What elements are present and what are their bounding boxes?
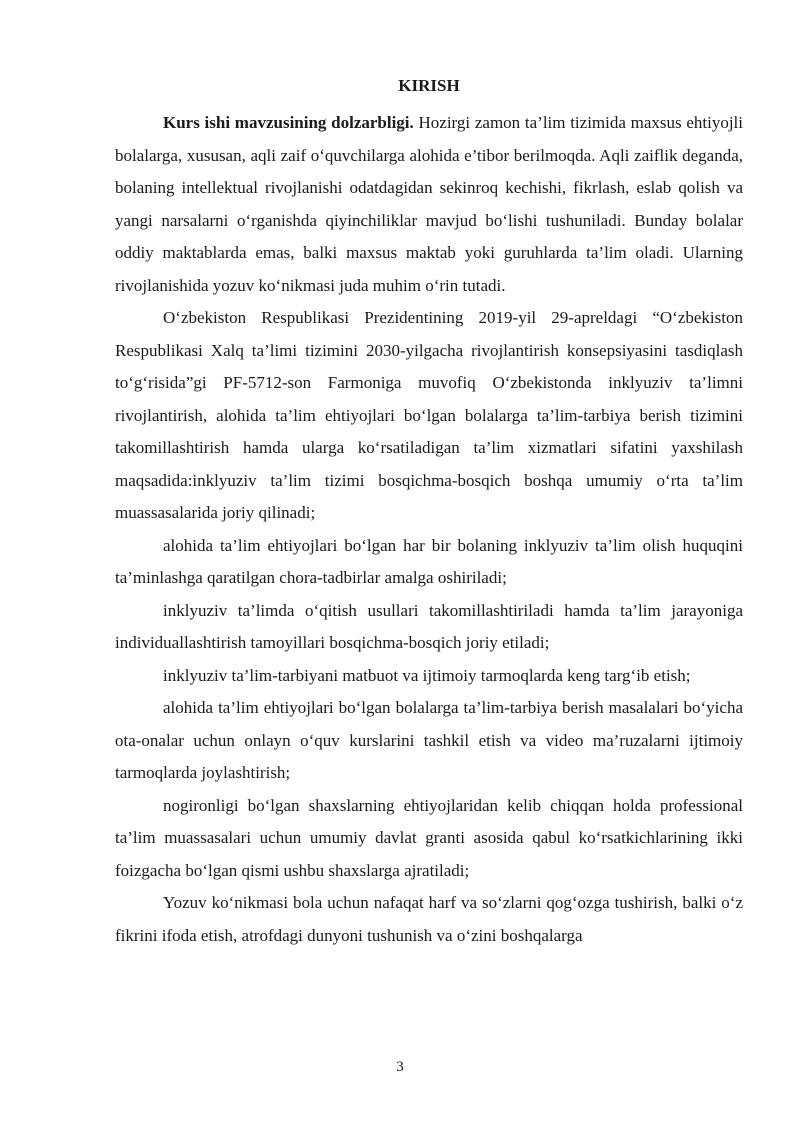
paragraph-item-media: inklyuziv ta’lim-tarbiyani matbuot va ijtimoiy tarmoqlarda keng targ‘ib etish; (163, 665, 691, 685)
section-title: KIRISH (398, 76, 460, 95)
paragraph-item-parents: alohida ta’lim ehtiyojlari bo‘lgan bolalarga ta’lim-tarbiya berish masalalari bo‘yicha ota-onalar uchun onlayn o‘quv kurslarini tashkil etish va video ma’ruzalarni ijtimoiy tarmoqlarda joylashtirish; (115, 698, 743, 782)
page-number: 3 (396, 1059, 404, 1075)
paragraph-item-methods: inklyuziv ta’limda o‘qitish usullari takomillashtiriladi hamda ta’lim jarayoniga individuallashtirish tamoyillari bosqichma-bosqich joriy etiladi; (115, 600, 743, 652)
paragraph-relevance (115, 107, 743, 302)
relevance-heading: Kurs ishi mavzusining dolzarbligi. (163, 113, 414, 132)
paragraph-writing-skill: Yozuv ko‘nikmasi bola uchun nafaqat harf va so‘zlarni qog‘ozga tushirish, balki o‘z fikrini ifoda etish, atrofdagi dunyoni tushunish va o‘zini boshqalarga (115, 893, 743, 945)
paragraph-decree: O‘zbekiston Respublikasi Prezidentining 2019-yil 29-apreldagi “O‘zbekiston Respublikasi Xalq ta’limi tizimini 2030-yilgacha rivojlantirish konsepsiyasini tasdiqlash to‘g‘risida”gi PF-5712-son Farmoniga muvofiq O‘zbekistonda inklyuziv ta’limni rivojlantirish, alohida ta’lim ehtiyojlari bo‘lgan bolalarga ta’lim-tarbiya berish tizimini takomillashtirish hamda ularga ko‘rsatiladigan ta’lim xizmatlari sifatini yaxshilash maqsadida:inklyuziv ta’lim tizimi bosqichma-bosqich boshqa umumiy o‘rta ta’lim muassasalarida joriy qilinadi; (115, 308, 743, 522)
paragraph-item-rights: alohida ta’lim ehtiyojlari bo‘lgan har bir bolaning inklyuziv ta’lim olish huquqini ta’minlashga qaratilgan chora-tadbirlar amalga oshiriladi; (115, 535, 743, 587)
document-page (115, 76, 743, 952)
relevance-text: Hozirgi zamon ta’lim tizimida maxsus ehtiyojli bolalarga, xususan, aqli zaif o‘quvchilarga alohida e’tibor berilmoqda. Aqli zaiflik deganda, bolaning intellektual rivojlanishi odatdagidan sekinroq kechishi, fikrlash, eslab qolish va yangi narsalarni o‘rganishda qiyinchiliklar mavjud bo‘lishi tushuniladi. Bunday bolalar oddiy maktablarda emas, balki maxsus maktab yoki guruhlarda ta’lim oladi. Ularning rivojlanishida yozuv ko‘nikmasi juda muhim o‘rin tutadi. (115, 113, 744, 295)
paragraph-item-grants: nogironligi bo‘lgan shaxslarning ehtiyojlaridan kelib chiqqan holda professional ta’lim muassasalari uchun umumiy davlat granti asosida qabul ko‘rsatkichlarining ikki foizgacha bo‘lgan qismi ushbu shaxslarga ajratiladi; (115, 795, 743, 880)
